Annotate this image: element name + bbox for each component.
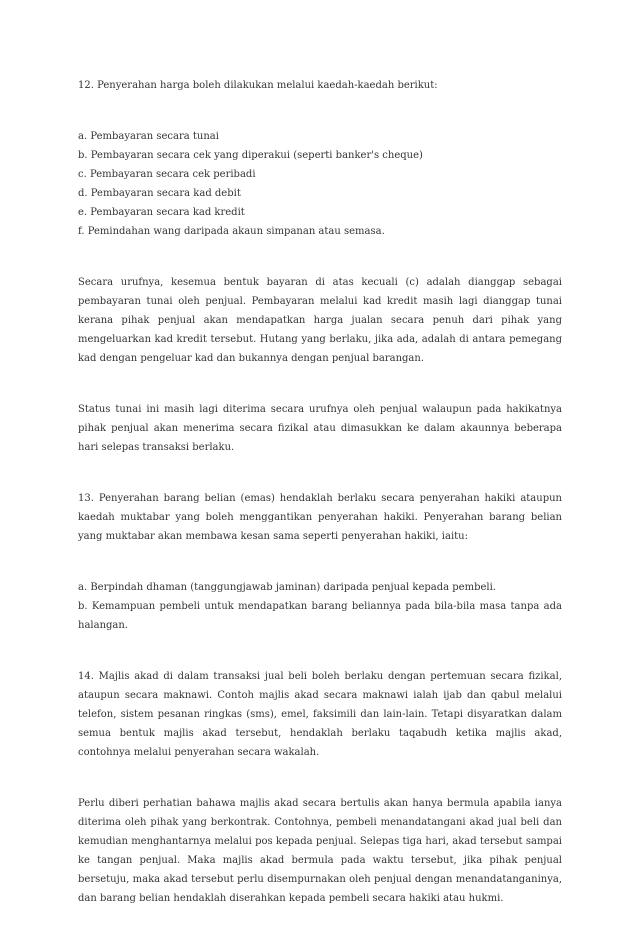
list-item: f. Pemindahan wang daripada akaun simpanan atau semasa.	[78, 226, 385, 237]
item-13-list	[78, 578, 562, 635]
item-13-paragraph-block	[78, 489, 562, 546]
status-paragraph: Status tunai ini masih lagi diterima secara urufnya oleh penjual walaupun pada hakikatnya pihak penjual akan menerima secara fizikal atau dimasukkan ke dalam akaunnya beberapa hari selepas transaksi berlaku.	[78, 404, 562, 453]
item-12-heading-block	[78, 76, 562, 95]
urufnya-paragraph: Secara urufnya, kesemua bentuk bayaran di atas kecuali (c) adalah dianggap sebagai pembayaran tunai oleh penjual. Pembayaran melalui kad kredit masih lagi dianggap tunai kerana pihak penjual akan mendapatkan harga jualan secara penuh dari pihak yang mengeluarkan kad kredit tersebut. Hutang yang berlaku, jika ada, adalah di antara pemegang kad dengan pengeluar kad dan bukannya dengan penjual barangan.	[78, 277, 562, 364]
list-item: c. Pembayaran secara cek peribadi	[78, 169, 256, 180]
list-item: b. Pembayaran secara cek yang diperakui (seperti banker's cheque)	[78, 150, 423, 161]
status-paragraph-block	[78, 400, 562, 457]
item-14-paragraph-block	[78, 667, 562, 762]
item-13-paragraph: 13. Penyerahan barang belian (emas) hendaklah berlaku secara penyerahan hakiki ataupun kaedah muktabar yang boleh menggantikan penyerahan hakiki. Penyerahan barang belian yang muktabar akan membawa kesan sama seperti penyerahan hakiki, iaitu:	[78, 493, 562, 542]
urufnya-paragraph-block	[78, 273, 562, 368]
perlu-paragraph-block	[78, 794, 562, 908]
document-page	[78, 76, 562, 940]
list-item: a. Berpindah dhaman (tanggungjawab jaminan) daripada penjual kepada pembeli.	[78, 582, 496, 593]
item-12-heading: 12. Penyerahan harga boleh dilakukan melalui kaedah-kaedah berikut:	[78, 80, 438, 91]
perlu-paragraph: Perlu diberi perhatian bahawa majlis akad secara bertulis akan hanya bermula apabila ianya diterima oleh pihak yang berkontrak. Contohnya, pembeli menandatangani akad jual beli dan kemudian menghantarnya melalui pos kepada penjual. Selepas tiga hari, akad tersebut sampai ke tangan penjual. Maka majlis akad bermula pada waktu tersebut, jika pihak penjual bersetuju, maka akad tersebut perlu disempurnakan oleh penjual dengan menandatanganinya, dan barang belian hendaklah diserahkan kepada pembeli secara hakiki atau hukmi.	[78, 798, 562, 904]
item-14-paragraph: 14. Majlis akad di dalam transaksi jual beli boleh berlaku dengan pertemuan secara fizikal, ataupun secara maknawi. Contoh majlis akad secara maknawi ialah ijab dan qabul melalui telefon, sistem pesanan ringkas (sms), emel, faksimili dan lain-lain. Tetapi disyaratkan dalam semua bentuk majlis akad tersebut, hendaklah berlaku taqabudh ketika majlis akad, contohnya melalui penyerahan secara wakalah.	[78, 671, 562, 758]
list-item: a. Pembayaran secara tunai	[78, 131, 219, 142]
list-item: d. Pembayaran secara kad debit	[78, 188, 241, 199]
list-item: b. Kemampuan pembeli untuk mendapatkan barang beliannya pada bila-bila masa tanpa ada halangan.	[78, 601, 562, 631]
list-item: e. Pembayaran secara kad kredit	[78, 207, 245, 218]
item-12-list	[78, 127, 562, 241]
